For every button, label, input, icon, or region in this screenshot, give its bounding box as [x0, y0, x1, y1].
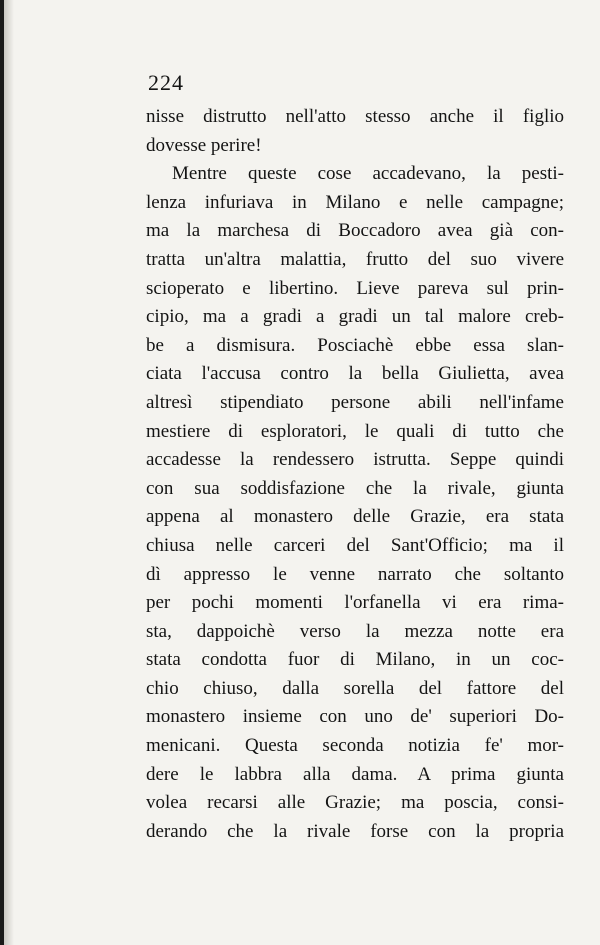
- body-text: [146, 103, 564, 846]
- text-line: tratta un'altra malattia, frutto del suo vivere: [146, 248, 564, 270]
- text-line: monastero insieme con uno de' superiori Do-: [146, 706, 564, 728]
- text-line: appena al monastero delle Grazie, era stata: [146, 506, 564, 528]
- text-line: nisse distrutto nell'atto stesso anche il figlio: [146, 106, 564, 127]
- text-line: ma la marchesa di Boccadoro avea già con-: [146, 220, 564, 242]
- text-line: derando che la rivale forse con la propria: [146, 820, 564, 842]
- text-line: sta, dappoichè verso la mezza notte era: [146, 620, 564, 642]
- text-line: per pochi momenti l'orfanella vi era rima-: [146, 592, 564, 614]
- text-line: ciata l'accusa contro la bella Giulietta, avea: [146, 363, 564, 385]
- text-line: menicani. Questa seconda notizia fe' mor-: [146, 735, 564, 757]
- text-line: scioperato e libertino. Lieve pareva sul prin-: [146, 277, 564, 299]
- text-line: con sua soddisfazione che la rivale, giunta: [146, 477, 564, 499]
- text-line: mestiere di esploratori, le quali di tutto che: [146, 420, 564, 442]
- text-line: dì appresso le venne narrato che soltanto: [146, 563, 564, 585]
- text-line: cipio, ma a gradi a gradi un tal malore creb-: [146, 306, 564, 328]
- text-line: chiusa nelle carceri del Sant'Officio; ma il: [146, 534, 564, 556]
- text-line: chio chiuso, dalla sorella del fattore del: [146, 677, 564, 699]
- text-line: stata condotta fuor di Milano, in un coc-: [146, 649, 564, 671]
- page-gutter-shadow: [4, 0, 14, 945]
- text-line: volea recarsi alle Grazie; ma poscia, consi-: [146, 792, 564, 814]
- text-line: lenza infuriava in Milano e nelle campagne;: [146, 191, 564, 213]
- text-line: accadesse la rendessero istrutta. Seppe quindi: [146, 449, 564, 471]
- text-line: dere le labbra alla dama. A prima giunta: [146, 763, 564, 785]
- text-line: Mentre queste cose accadevano, la pesti-: [172, 163, 564, 185]
- text-line: altresì stipendiato persone abili nell'infame: [146, 391, 564, 413]
- page-number: 224: [148, 70, 184, 95]
- text-line: be a dismisura. Posciachè ebbe essa slan-: [146, 334, 564, 356]
- text-line: dovesse perire!: [146, 134, 262, 156]
